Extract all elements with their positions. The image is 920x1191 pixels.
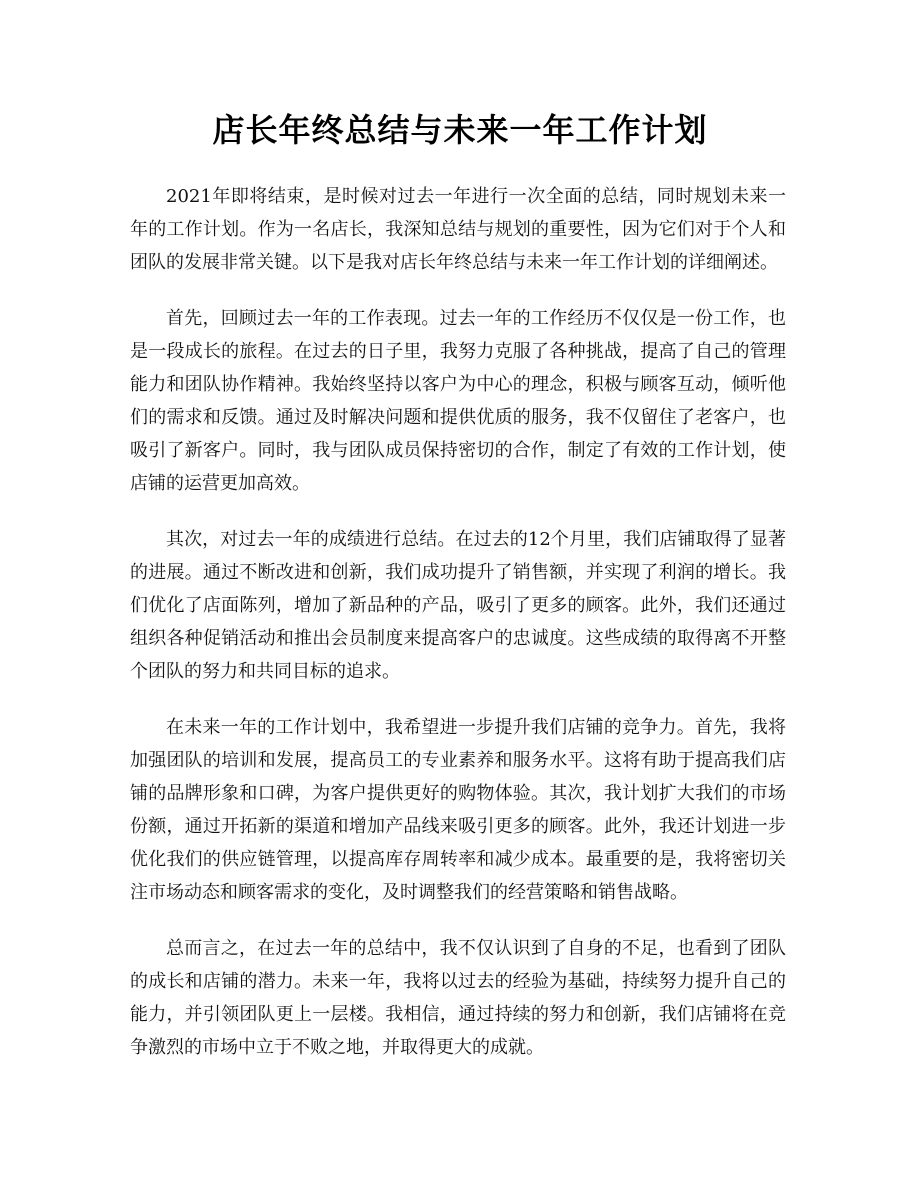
paragraph-achievements: 其次，对过去一年的成绩进行总结。在过去的12个月里，我们店铺取得了显著的进展。通过不断改进和创新，我们成功提升了销售额，并实现了利润的增长。我们优化了店面陈列，增加了新品种的产品，吸引了更多的顾客。此外，我们还通过组织各种促销活动和推出会员制度来提高客户的忠诚度。这些成绩的取得离不开整个团队的努力和共同目标的追求。 xyxy=(130,529,786,682)
paragraph-conclusion: 总而言之，在过去一年的总结中，我不仅认识到了自身的不足，也看到了团队的成长和店铺的潜力。未来一年，我将以过去的经验为基础，持续努力提升自己的能力，并引领团队更上一层楼。我相信，通过持续的努力和创新，我们店铺将在竞争激烈的市场中立于不败之地，并取得更大的成就。 xyxy=(130,938,786,1058)
paragraph-work-review: 首先，回顾过去一年的工作表现。过去一年的工作经历不仅仅是一份工作，也是一段成长的旅程。在过去的日子里，我努力克服了各种挑战，提高了自己的管理能力和团队协作精神。我始终坚持以客户为中心的理念，积极与顾客互动，倾听他们的需求和反馈。通过及时解决问题和提供优质的服务，我不仅留住了老客户，也吸引了新客户。同时，我与团队成员保持密切的合作，制定了有效的工作计划，使店铺的运营更加高效。 xyxy=(130,308,786,494)
paragraph-intro: 2021年即将结束，是时候对过去一年进行一次全面的总结，同时规划未来一年的工作计划。作为一名店长，我深知总结与规划的重要性，因为它们对于个人和团队的发展非常关键。以下是我对店长年终总结与未来一年工作计划的详细阐述。 xyxy=(130,186,786,273)
paragraph-future-plan: 在未来一年的工作计划中，我希望进一步提升我们店铺的竞争力。首先，我将加强团队的培训和发展，提高员工的专业素养和服务水平。这将有助于提高我们店铺的品牌形象和口碑，为客户提供更好的购物体验。其次，我计划扩大我们的市场份额，通过开拓新的渠道和增加产品线来吸引更多的顾客。此外，我还计划进一步优化我们的供应链管理，以提高库存周转率和减少成本。最重要的是，我将密切关注市场动态和顾客需求的变化，及时调整我们的经营策略和销售战略。 xyxy=(130,717,786,903)
document-body xyxy=(130,180,786,1087)
document-title: 店长年终总结与未来一年工作计划 xyxy=(212,111,708,149)
